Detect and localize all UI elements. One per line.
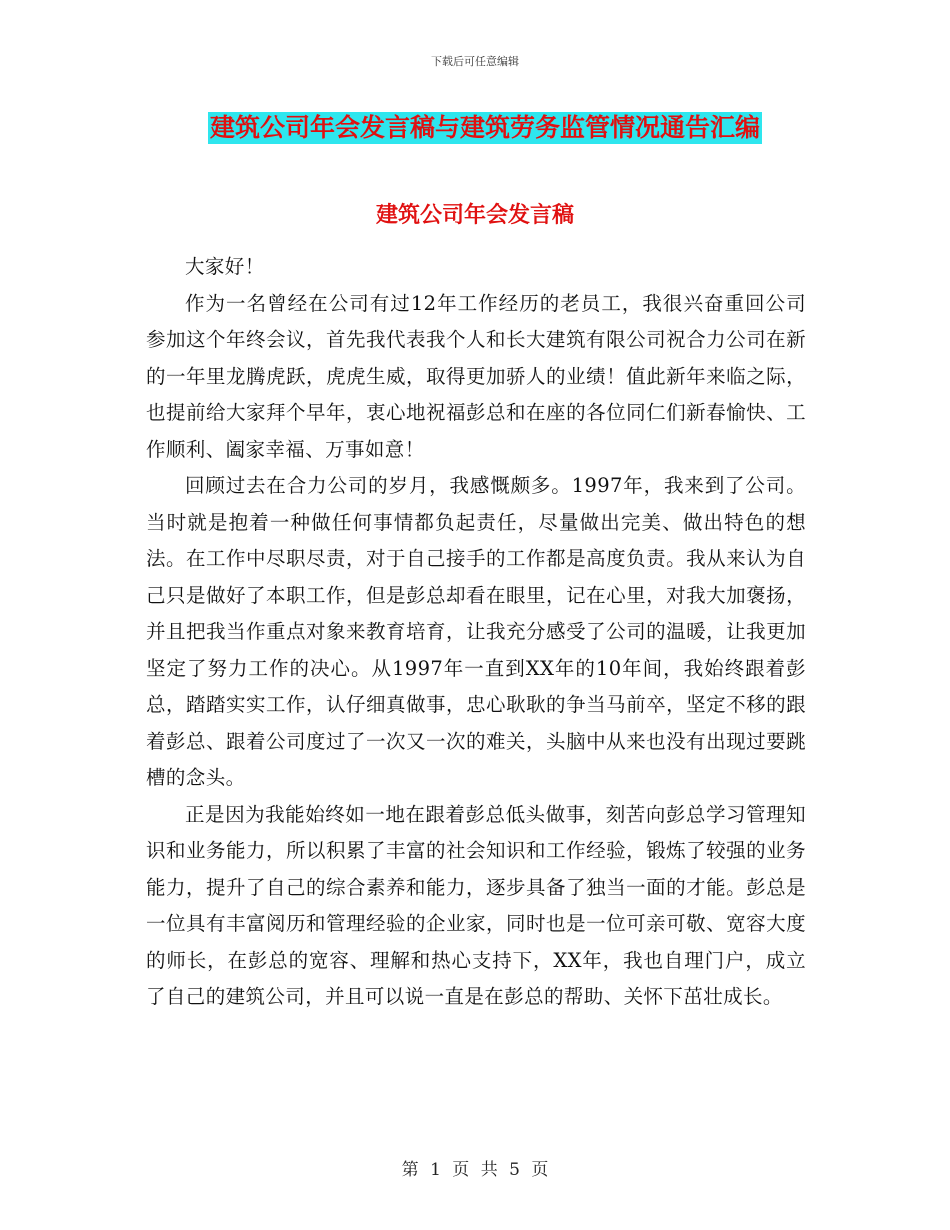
body-paragraph: 正是因为我能始终如一地在跟着彭总低头做事，刻苦向彭总学习管理知识和业务能力，所以积累了丰富的社会知识和工作经验，锻炼了较强的业务能力，提升了自己的综合素养和能力，逐步具备了独当一面的才能。彭总是一位具有丰富阅历和管理经验的企业家，同时也是一位可亲可敬、宽容大度的师长，在彭总的宽容、理解和热心支持下，XX年，我也自理门户，成立了自己的建筑公司，并且可以说一直是在彭总的帮助、关怀下茁壮成长。 <box>146 802 806 1008</box>
body-paragraph: 作为一名曾经在公司有过12年工作经历的老员工，我很兴奋重回公司参加这个年终会议，首先我代表我个人和长大建筑有限公司祝合力公司在新的一年里龙腾虎跃，虎虎生威，取得更加骄人的业绩！值此新年来临之际，也提前给大家拜个早年，衷心地祝福彭总和在座的各位同仁们新春愉快、工作顺利、阖家幸福、万事如意！ <box>146 291 806 461</box>
greeting-paragraph: 大家好！ <box>185 255 265 278</box>
document-title: 建筑公司年会发言稿与建筑劳务监管情况通告汇编 <box>210 113 761 142</box>
body-paragraph: 回顾过去在合力公司的岁月，我感慨颇多。1997年，我来到了公司。当时就是抱着一种做任何事情都负起责任，尽量做出完美、做出特色的想法。在工作中尽职尽责，对于自己接手的工作都是高度负责。我从来认为自己只是做好了本职工作，但是彭总却看在眼里，记在心里，对我大加褒扬，并且把我当作重点对象来教育培育，让我充分感受了公司的温暖，让我更加坚定了努力工作的决心。从1997年一直到XX年的10年间，我始终跟着彭总，踏踏实实工作，认仔细真做事，忠心耿耿的争当马前卒，坚定不移的跟着彭总、跟着公司度过了一次又一次的难关，头脑中从来也没有出现过要跳槽的念头。 <box>146 474 806 789</box>
header-note: 下载后可任意编辑 <box>431 55 519 68</box>
document-body <box>146 249 806 1016</box>
page-number-footer: 第 1 页 共 5 页 <box>401 1160 549 1180</box>
section-title: 建筑公司年会发言稿 <box>375 203 574 228</box>
